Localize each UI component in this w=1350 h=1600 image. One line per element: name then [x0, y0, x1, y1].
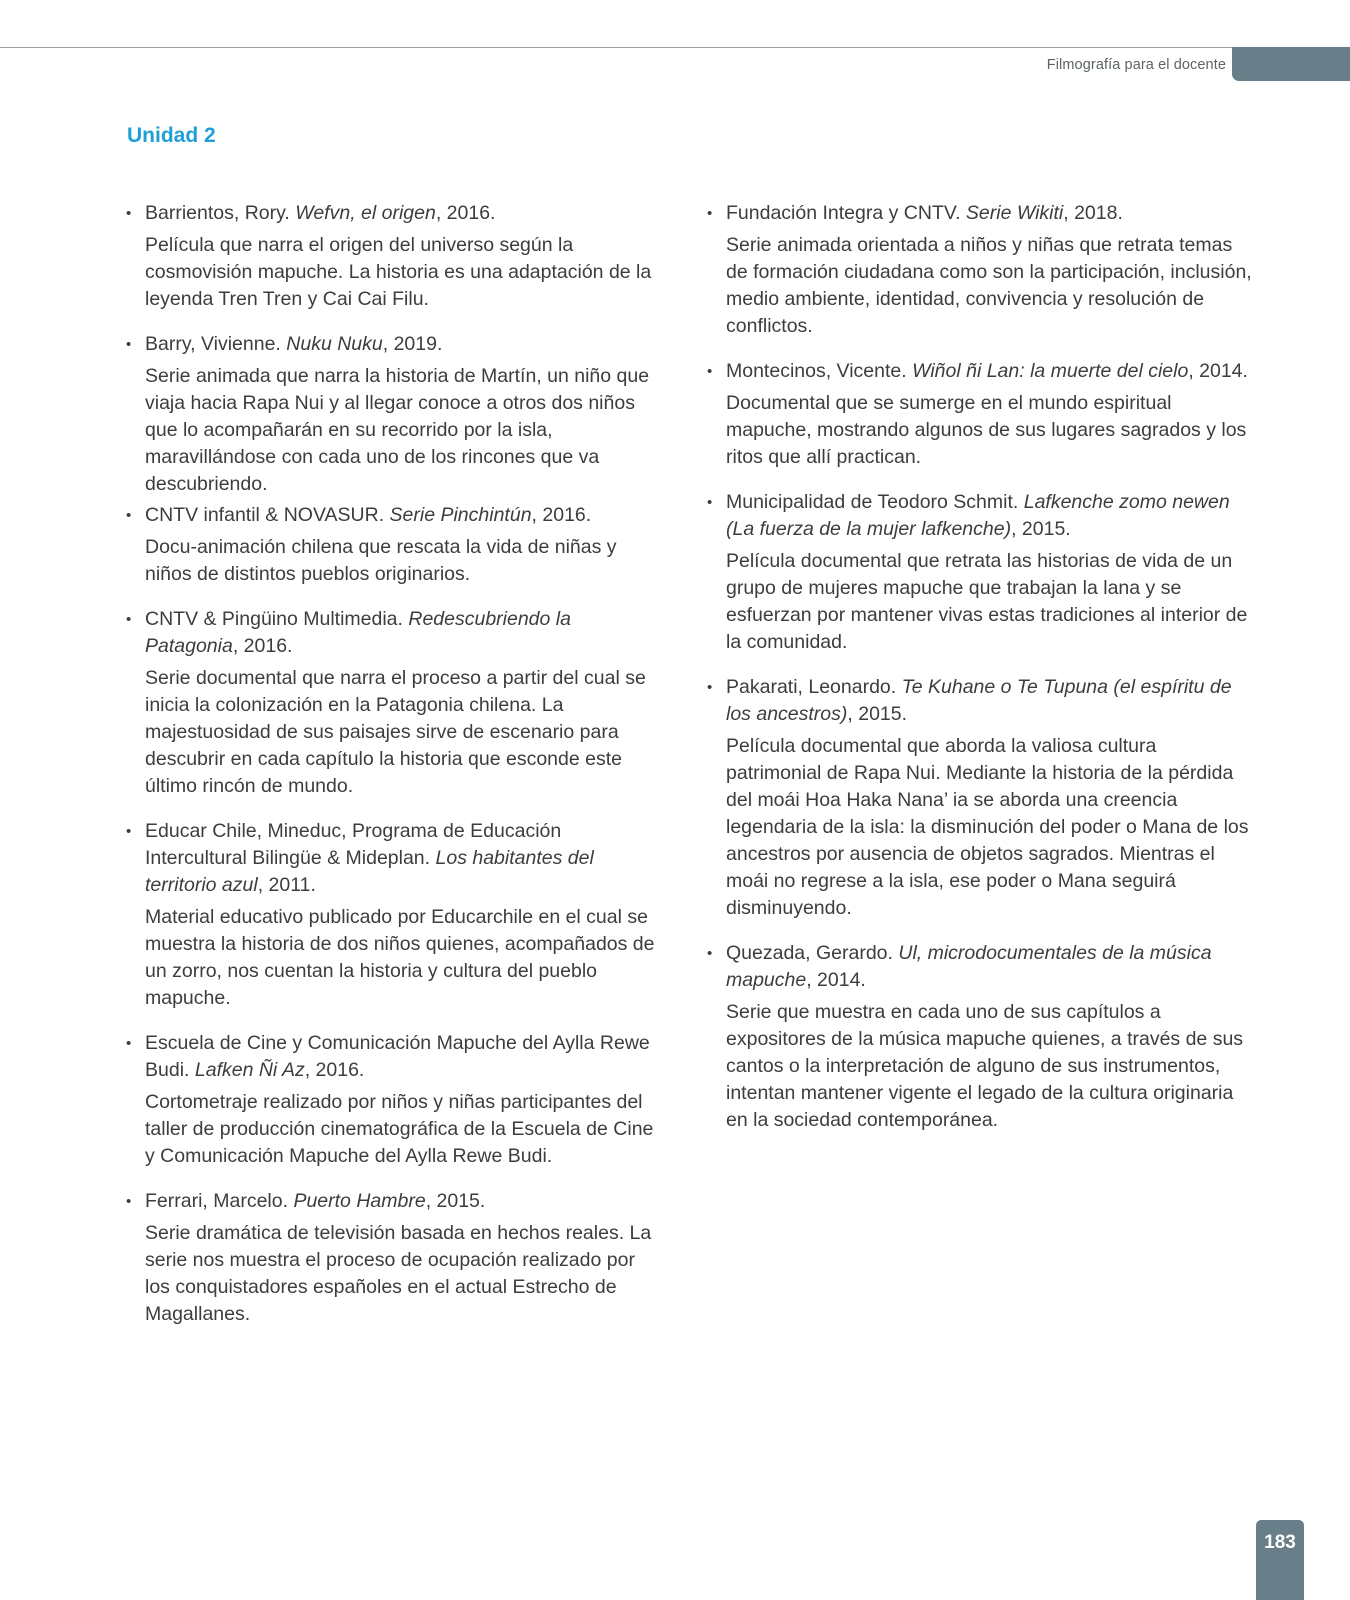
entry-description: Cortometraje realizado por niños y niñas participantes del taller de producción cinematográfica de la Escuela de Cine y Comunicación Mapuche del Aylla Rewe Budi.: [145, 1091, 654, 1167]
entry-citation: [145, 331, 665, 358]
filmography-entry: [125, 1030, 665, 1170]
entry-description: Documental que se sumerge en el mundo espiritual mapuche, mostrando algunos de sus lugares sagrados y los ritos que allí practican.: [726, 392, 1247, 468]
entry-description: Película documental que retrata las historias de vida de un grupo de mujeres mapuche que trabajan la lana y se esfuerzan por mantener vivas estas tradiciones al interior de la comunidad.: [726, 550, 1248, 653]
entry-year: , 2019.: [382, 333, 443, 355]
entry-year: , 2016.: [531, 504, 592, 526]
entry-description: Serie animada orientada a niños y niñas que retrata temas de formación ciudadana como son la participación, inclusión, medio ambiente, identidad, convivencia y resolución de conflictos.: [726, 234, 1252, 337]
entry-year: , 2014.: [806, 969, 866, 991]
bullet-icon: •: [707, 679, 713, 696]
entry-description: Película documental que aborda la valiosa cultura patrimonial de Rapa Nui. Mediante la historia de la pérdida del moái Hoa Haka Nana’ ia se aborda una creencia legendaria de la isla: la disminución del poder o Mana de los ancestros por ausencia de objetos sagrados. Mientras el moái no regrese a la isla, ese poder o Mana seguirá disminuyendo.: [726, 735, 1249, 919]
bullet-icon: •: [707, 363, 713, 380]
entry-title: Wefvn, el origen: [295, 202, 436, 224]
filmography-entry: [125, 818, 665, 1012]
entry-citation: [145, 200, 665, 227]
entry-author: CNTV infantil & NOVASUR.: [145, 504, 390, 526]
entry-author: Ferrari, Marcelo.: [145, 1190, 294, 1212]
bullet-icon: •: [707, 945, 713, 962]
right-column: [706, 200, 1254, 1134]
entry-citation: [145, 606, 665, 660]
filmography-entry: [125, 606, 665, 800]
section-label: Filmografía para el docente: [1046, 57, 1226, 73]
entry-year: , 2016.: [435, 202, 496, 224]
filmography-entry: [125, 200, 665, 313]
entry-author: Pakarati, Leonardo.: [726, 676, 902, 698]
entry-title: Lafken Ñi Az: [194, 1059, 305, 1081]
entry-year: , 2011.: [257, 874, 316, 896]
entry-title: Serie Wikiti: [965, 202, 1064, 224]
entry-title: Te Kuhane o Te Tupuna (el espíritu de los ancestros): [726, 676, 1232, 725]
bullet-icon: •: [707, 494, 713, 511]
entry-description: Docu-animación chilena que rescata la vida de niñas y niños de distintos pueblos originarios.: [145, 536, 617, 585]
filmography-entry: [125, 331, 665, 498]
entry-title: Wiñol ñi Lan: la muerte del cielo: [912, 360, 1189, 382]
entry-author: Fundación Integra y CNTV.: [726, 202, 966, 224]
entry-description: Serie documental que narra el proceso a partir del cual se inicia la colonización en la Patagonia chilena. La majestuosidad de sus paisajes sirve de escenario para descubrir en cada capítulo la historia que esconde este último rincón de mundo.: [145, 667, 646, 797]
bullet-icon: •: [707, 205, 713, 222]
entry-citation: [726, 940, 1254, 994]
entry-title: Serie Pinchintún: [389, 504, 532, 526]
entry-author: Montecinos, Vicente.: [726, 360, 913, 382]
left-column: [125, 200, 665, 1328]
entry-title: Nuku Nuku: [286, 333, 383, 355]
entry-author: Barry, Vivienne.: [145, 333, 287, 355]
entry-citation: [145, 1188, 665, 1215]
entry-citation: [145, 818, 665, 899]
filmography-entry: [706, 200, 1254, 340]
unit-title: Unidad 2: [127, 124, 216, 147]
bullet-icon: •: [126, 1035, 132, 1052]
filmography-entry: [125, 502, 665, 588]
entry-description: Serie animada que narra la historia de Martín, un niño que viaja hacia Rapa Nui y al llegar conoce a otros dos niños que lo acompañarán en su recorrido por la isla, maravillándose con cada uno de los rincones que va descubriendo.: [145, 365, 650, 495]
entry-author: Municipalidad de Teodoro Schmit.: [726, 491, 1024, 513]
bullet-icon: •: [126, 823, 132, 840]
entry-year: , 2018.: [1063, 202, 1123, 224]
filmography-entry: [706, 358, 1254, 471]
entry-citation: [145, 1030, 665, 1084]
header-tab: [1232, 47, 1350, 81]
header-rule: [0, 47, 1350, 48]
page-number: 183: [1256, 1520, 1304, 1600]
bullet-icon: •: [126, 611, 132, 628]
entry-year: , 2016.: [232, 635, 293, 657]
bullet-icon: •: [126, 507, 132, 524]
entry-author: CNTV & Pingüino Multimedia.: [145, 608, 409, 630]
entry-title: Redescubriendo la Patagonia: [145, 608, 571, 657]
entry-year: , 2014.: [1188, 360, 1248, 382]
bullet-icon: •: [126, 336, 132, 353]
entry-year: , 2015.: [1011, 518, 1071, 540]
filmography-entry: [706, 674, 1254, 922]
entry-description: Serie dramática de televisión basada en hechos reales. La serie nos muestra el proceso de ocupación realizado por los conquistadores españoles en el actual Estrecho de Magallanes.: [145, 1222, 652, 1325]
entry-citation: [726, 674, 1254, 728]
entry-citation: [726, 358, 1254, 385]
entry-title: Ul, microdocumentales de la música mapuche: [726, 942, 1212, 991]
entry-description: Serie que muestra en cada uno de sus capítulos a expositores de la música mapuche quienes, a través de sus cantos o la interpretación de alguno de sus instrumentos, intentan mantener vigente el legado de la cultura originaria en la sociedad contemporánea.: [726, 1001, 1244, 1131]
bullet-icon: •: [126, 1193, 132, 1210]
entry-citation: [726, 489, 1254, 543]
entry-author: Escuela de Cine y Comunicación Mapuche del Aylla Rewe Budi.: [145, 1032, 650, 1081]
bullet-icon: •: [126, 205, 132, 222]
entry-author: Quezada, Gerardo.: [726, 942, 899, 964]
entry-year: , 2015.: [425, 1190, 486, 1212]
entry-citation: [726, 200, 1254, 227]
entry-author: Barrientos, Rory.: [145, 202, 296, 224]
entry-title: Puerto Hambre: [293, 1190, 426, 1212]
entry-citation: [145, 502, 665, 529]
filmography-entry: [706, 489, 1254, 656]
entry-description: Material educativo publicado por Educarchile en el cual se muestra la historia de dos niños quienes, acompañados de un zorro, nos cuentan la historia y cultura del pueblo mapuche.: [145, 906, 655, 1009]
entry-year: , 2015.: [847, 703, 908, 725]
entry-title: Lafkenche zomo newen (La fuerza de la mujer lafkenche): [726, 491, 1230, 540]
entry-author: Educar Chile, Mineduc, Programa de Educación Intercultural Bilingüe & Mideplan.: [145, 820, 562, 869]
entry-year: , 2016.: [304, 1059, 365, 1081]
entry-title: Los habitantes del territorio azul: [145, 847, 594, 896]
filmography-entry: [125, 1188, 665, 1328]
filmography-entry: [706, 940, 1254, 1134]
entry-description: Película que narra el origen del universo según la cosmovisión mapuche. La historia es una adaptación de la leyenda Tren Tren y Cai Cai Filu.: [145, 234, 652, 310]
